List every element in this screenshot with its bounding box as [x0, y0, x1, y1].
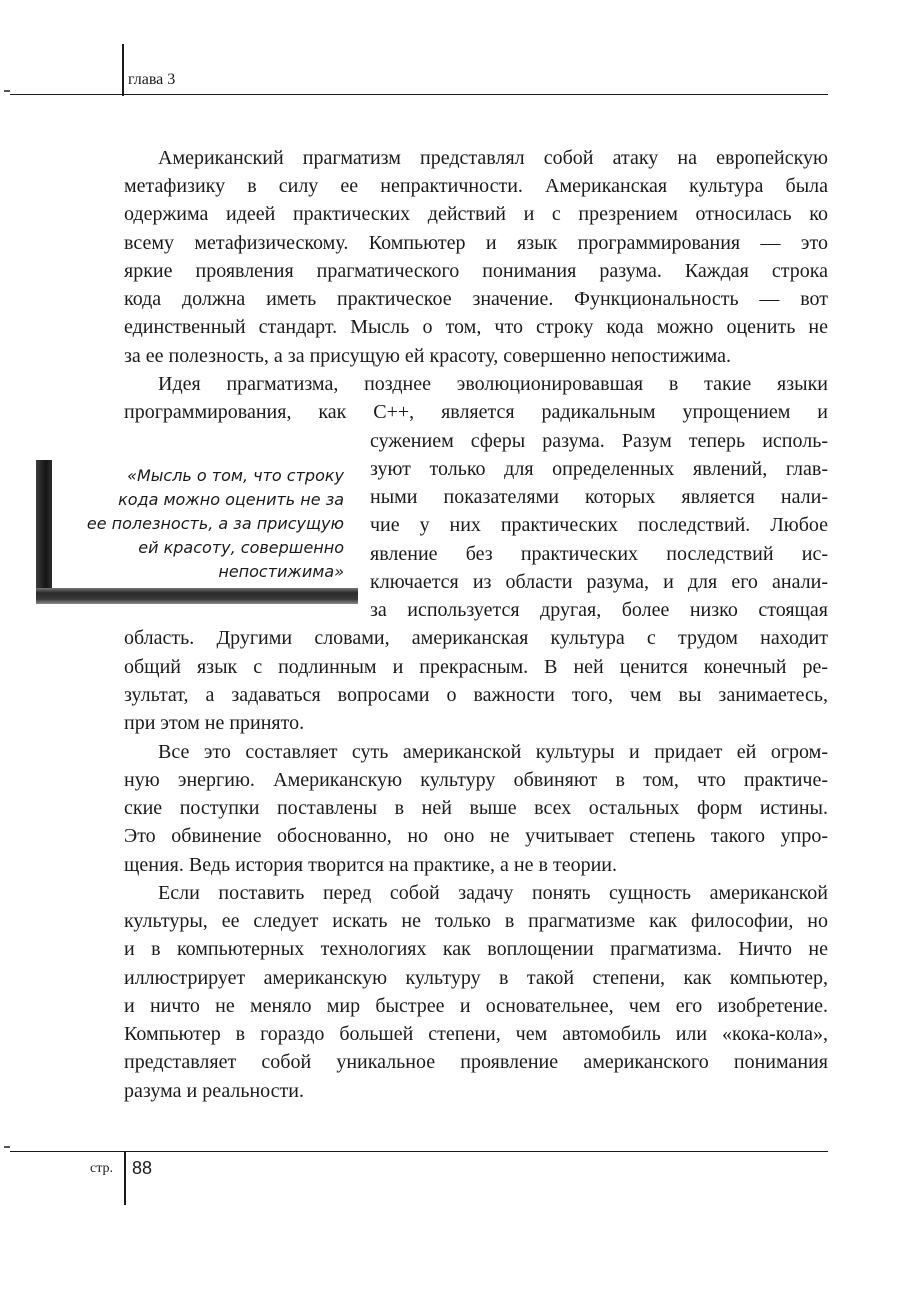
pull-quote-line: непостижима»	[218, 562, 344, 581]
paragraph-2-line: сужением сферы разума. Разум теперь исполь-	[370, 430, 828, 452]
paragraph-1-line: метафизику в силу ее непрактичности. Американская культура была	[124, 175, 828, 197]
chapter-label: глава 3	[128, 71, 176, 88]
page-label: стр.	[90, 1161, 114, 1176]
footer-vertical-rule	[124, 1151, 126, 1205]
pull-quote-bar	[36, 460, 52, 598]
paragraph-4-line: культуры, ее следует искать не только в прагматизме как философии, но	[124, 910, 828, 932]
paragraph-1-line: всему метафизическому. Компьютер и язык программирования — это	[124, 232, 828, 254]
footer-crop-mark	[4, 1146, 10, 1148]
paragraph-4-line: Компьютер в гораздо большей степени, чем автомобиль или «кока-кола»,	[124, 1023, 828, 1045]
paragraph-3-line: ские поступки поставлены в ней выше всех остальных форм истины.	[124, 797, 828, 819]
footer-rule	[10, 1151, 828, 1152]
paragraph-2-line: зультат, а задаваться вопросами о важности того, чем вы занимаетесь,	[124, 684, 828, 706]
paragraph-2-line: за используется другая, более низко стоящая	[370, 599, 828, 621]
paragraph-1-line: одержима идеей практических действий и с презрением относилась ко	[124, 203, 828, 225]
paragraph-4-line: разума и реальности.	[124, 1080, 304, 1102]
header-rule	[10, 94, 828, 95]
paragraph-1-line: Американский прагматизм представлял собой атаку на европейскую	[158, 147, 828, 169]
paragraph-1-line: единственный стандарт. Мысль о том, что строку кода можно оценить не	[124, 316, 828, 338]
paragraph-1-line: кода должна иметь практическое значение. Функциональность — вот	[124, 288, 828, 310]
pull-quote-line: «Мысль о том, что строку	[127, 466, 344, 485]
paragraph-2-line: общий язык с подлинным и прекрасным. В ней ценится конечный ре-	[124, 656, 828, 678]
paragraph-4-line: и в компьютерных технологиях как воплощении прагматизма. Ничто не	[124, 938, 828, 960]
paragraph-2-line: явление без практических последствий ис-	[370, 543, 828, 565]
paragraph-4-line: представляет собой уникальное проявление американского понимания	[124, 1051, 828, 1073]
paragraph-1-line: яркие проявления прагматического понимания разума. Каждая строка	[124, 260, 828, 282]
paragraph-3-line: Все это составляет суть американской культуры и придает ей огром-	[158, 741, 828, 763]
paragraph-2-line: ными показателями которых является нали-	[370, 486, 828, 508]
pull-quote-underline	[36, 588, 358, 604]
paragraph-2-line: зуют только для определенных явлений, глав-	[370, 458, 828, 480]
paragraph-3-line: ную энергию. Американскую культуру обвиняют в том, что практиче-	[124, 769, 828, 791]
paragraph-3-line: щения. Ведь история творится на практике, а не в теории.	[124, 854, 617, 876]
paragraph-4-line: иллюстрирует американскую культуру в такой степени, как компьютер,	[124, 967, 828, 989]
pull-quote-line: кода можно оценить не за	[118, 490, 344, 509]
paragraph-2-line: Идея прагматизма, позднее эволюционировавшая в такие языки	[158, 373, 828, 395]
paragraph-4-line: и ничто не меняло мир быстрее и основательнее, чем его изобретение.	[124, 995, 828, 1017]
header-crop-mark	[4, 90, 10, 92]
paragraph-2-line: область. Другими словами, американская культура с трудом находит	[124, 627, 828, 649]
page-number: 88	[132, 1158, 153, 1178]
paragraph-1-line: за ее полезность, а за присущую ей красоту, совершенно непостижима.	[124, 345, 731, 367]
paragraph-2-line: при этом не принято.	[124, 712, 305, 734]
paragraph-2-line: чие у них практических последствий. Любое	[370, 514, 828, 536]
header-vertical-rule	[122, 44, 124, 96]
paragraph-2-line: ключается из области разума, и для его анали-	[370, 571, 828, 593]
paragraph-3-line: Это обвинение обоснованно, но оно не учитывает степень такого упро-	[124, 825, 828, 847]
pull-quote-line: ее полезность, а за присущую	[86, 514, 344, 533]
pull-quote-line: ей красоту, совершенно	[138, 538, 344, 557]
paragraph-2-line: программирования, как C++, является радикальным упрощением и	[124, 401, 828, 423]
paragraph-4-line: Если поставить перед собой задачу понять сущность американской	[158, 882, 828, 904]
